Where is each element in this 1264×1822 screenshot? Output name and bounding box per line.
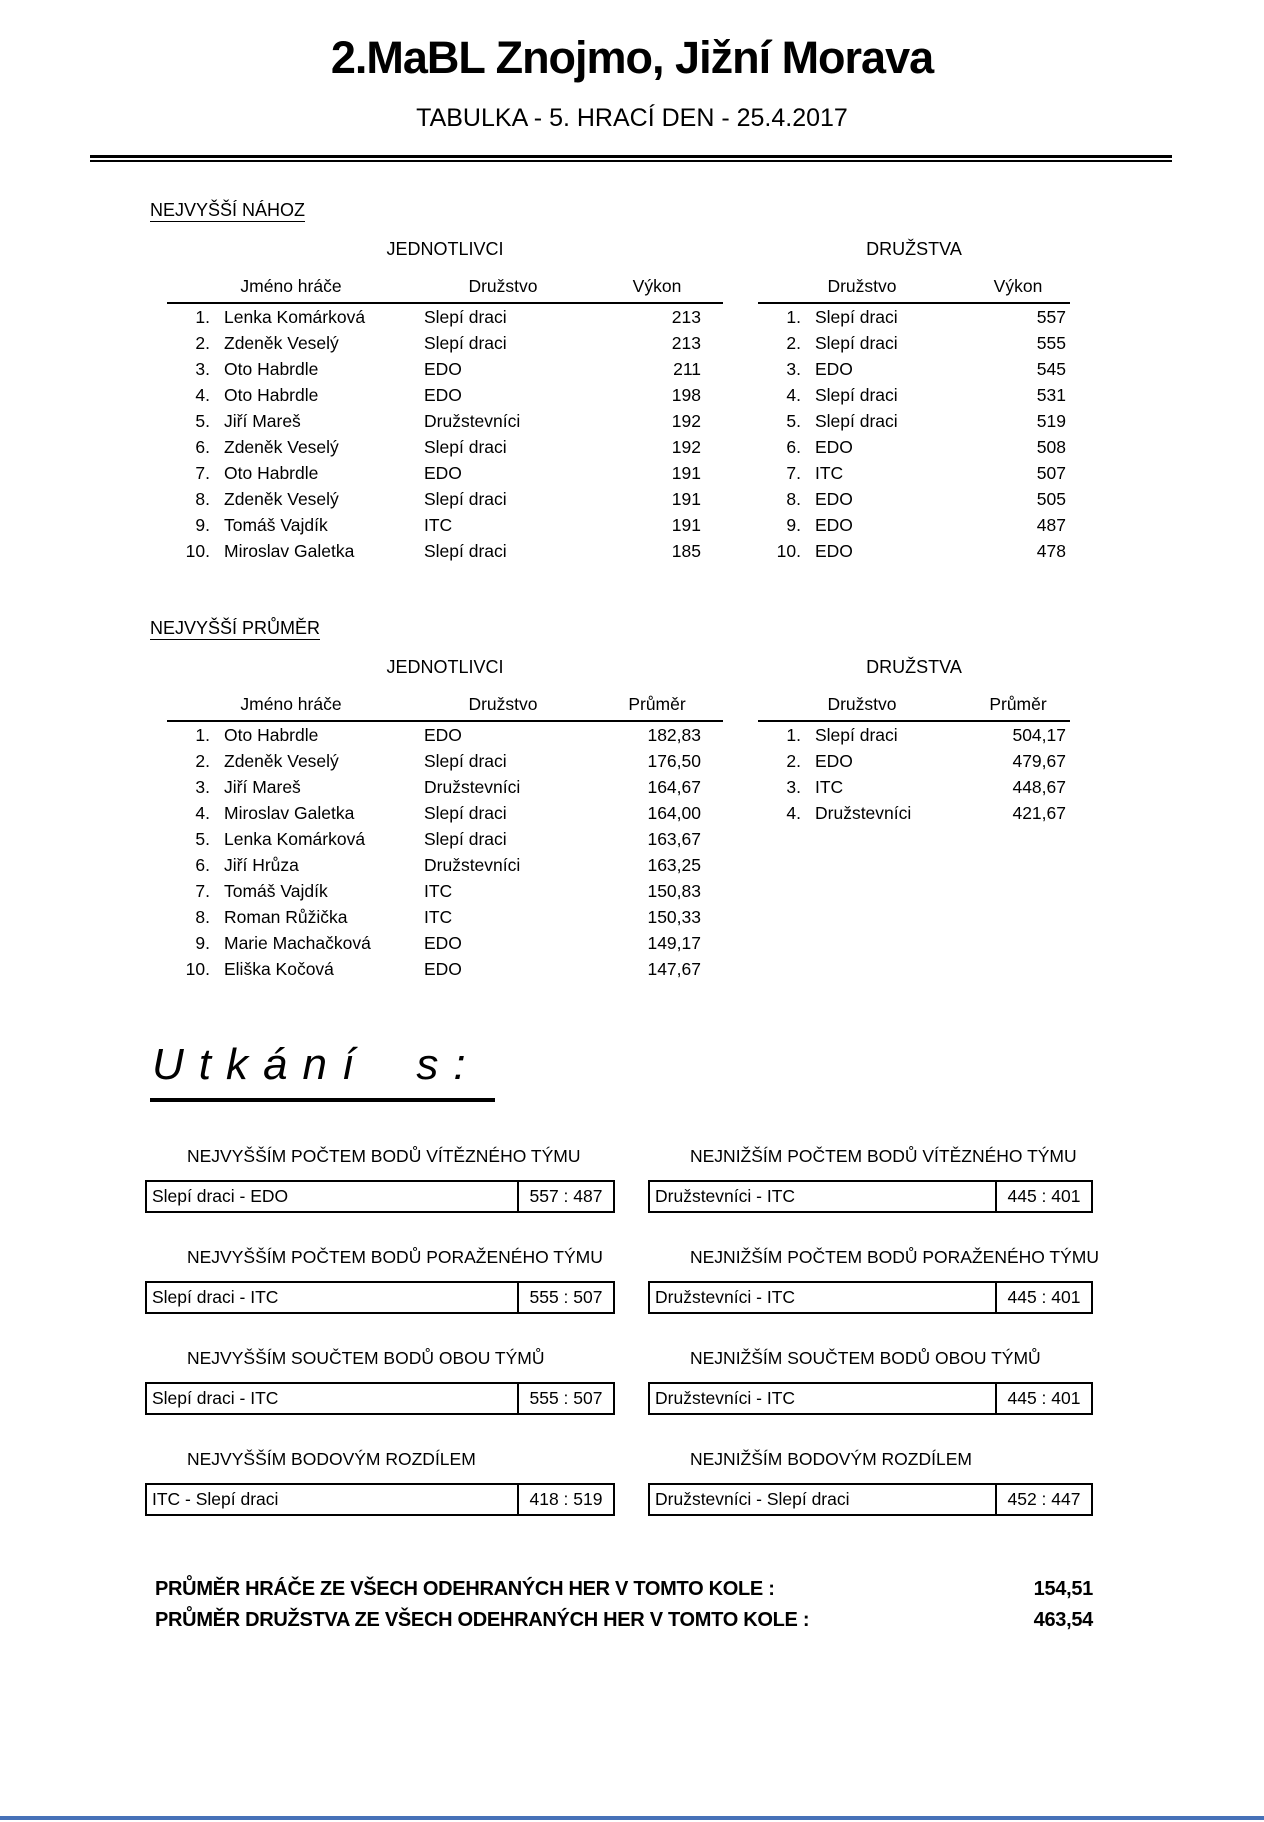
team-name: Slepí draci xyxy=(815,306,898,327)
match-box xyxy=(648,1180,1093,1213)
match-teams: ITC - Slepí draci xyxy=(152,1489,279,1509)
row-value: 182,83 xyxy=(647,724,701,745)
player-name: Jiří Mareš xyxy=(224,776,301,797)
table-row xyxy=(167,382,723,408)
player-name: Oto Habrdle xyxy=(224,462,319,483)
team-name: ITC xyxy=(815,462,844,483)
row-value: 149,17 xyxy=(647,932,701,953)
match-box-group xyxy=(145,1449,615,1516)
row-value: 185 xyxy=(671,540,701,561)
team-name: Slepí draci xyxy=(815,724,898,745)
row-rank: 4. xyxy=(195,802,210,823)
table-row xyxy=(758,512,1070,538)
row-rank: 2. xyxy=(786,750,801,771)
match-score: 418 : 519 xyxy=(517,1485,613,1514)
header-divider xyxy=(90,155,1172,162)
player-name: Miroslav Galetka xyxy=(224,540,355,561)
table-row xyxy=(167,800,723,826)
table-header-row xyxy=(167,694,723,722)
row-rank: 2. xyxy=(195,750,210,771)
player-name: Lenka Komárková xyxy=(224,306,366,327)
match-box-label: NEJVYŠŠÍM POČTEM BODŮ PORAŽENÉHO TÝMU xyxy=(187,1247,603,1267)
row-value: 164,00 xyxy=(647,802,701,823)
row-value: 211 xyxy=(673,358,701,379)
row-rank: 6. xyxy=(786,436,801,457)
match-box-group xyxy=(648,1348,1093,1415)
row-rank: 6. xyxy=(195,854,210,875)
row-rank: 9. xyxy=(786,514,801,535)
match-teams: Družstevníci - ITC xyxy=(655,1287,796,1307)
row-rank: 3. xyxy=(786,776,801,797)
table-row xyxy=(167,304,723,330)
row-value: 147,67 xyxy=(647,958,701,979)
row-value: 555 xyxy=(1036,332,1066,353)
team-name: Slepí draci xyxy=(424,828,507,849)
team-name: EDO xyxy=(815,514,853,535)
table-row xyxy=(167,486,723,512)
player-name: Lenka Komárková xyxy=(224,828,366,849)
match-box xyxy=(145,1281,615,1314)
row-value: 421,67 xyxy=(1012,802,1066,823)
row-value: 508 xyxy=(1036,436,1066,457)
match-box-group xyxy=(145,1348,615,1415)
row-value: 163,67 xyxy=(647,828,701,849)
table-header-row xyxy=(758,694,1070,722)
match-score: 555 : 507 xyxy=(517,1283,613,1312)
player-name: Miroslav Galetka xyxy=(224,802,355,823)
table-row xyxy=(167,722,723,748)
match-box-group xyxy=(145,1146,615,1213)
table-row xyxy=(758,774,1070,800)
team-name: EDO xyxy=(424,384,462,405)
row-rank: 9. xyxy=(195,932,210,953)
section-heading-nahoz xyxy=(150,200,1264,221)
table-body xyxy=(758,304,1070,564)
match-score: 445 : 401 xyxy=(995,1182,1091,1211)
match-box-label: NEJNIŽŠÍM POČTEM BODŮ VÍTĚZNÉHO TÝMU xyxy=(690,1146,1077,1166)
row-value: 176,50 xyxy=(647,750,701,771)
row-value: 479,67 xyxy=(1012,750,1066,771)
table-row xyxy=(758,382,1070,408)
section-heading-prumer xyxy=(150,618,1264,639)
row-value: 478 xyxy=(1036,540,1066,561)
player-name: Oto Habrdle xyxy=(224,724,319,745)
match-teams: Družstevníci - ITC xyxy=(655,1186,796,1206)
player-name: Zdeněk Veselý xyxy=(224,488,339,509)
table-row xyxy=(167,356,723,382)
player-name: Tomáš Vajdík xyxy=(224,880,328,901)
team-name: Slepí draci xyxy=(424,488,507,509)
team-name: Slepí draci xyxy=(815,332,898,353)
match-score: 445 : 401 xyxy=(995,1384,1091,1413)
col-header-team: Družstvo xyxy=(827,694,897,714)
player-name: Tomáš Vajdík xyxy=(224,514,328,535)
match-boxes-grid xyxy=(145,1146,1264,1516)
team-name: ITC xyxy=(424,906,453,927)
table-row xyxy=(167,408,723,434)
match-box-label: NEJVYŠŠÍM BODOVÝM ROZDÍLEM xyxy=(187,1449,476,1469)
match-score: 445 : 401 xyxy=(995,1283,1091,1312)
summary-label: PRŮMĚR HRÁČE ZE VŠECH ODEHRANÝCH HER V TOMTO KOLE : xyxy=(155,1578,775,1600)
row-rank: 4. xyxy=(195,384,210,405)
match-box xyxy=(648,1382,1093,1415)
match-teams: Slepí draci - EDO xyxy=(152,1186,289,1206)
table-row xyxy=(167,904,723,930)
team-name: Slepí draci xyxy=(424,306,507,327)
row-rank: 3. xyxy=(195,358,210,379)
nahoz-teams-table xyxy=(758,221,1070,564)
row-value: 150,33 xyxy=(647,906,701,927)
prumer-tables-row xyxy=(167,639,1264,982)
row-rank: 10. xyxy=(776,540,801,561)
team-name: Družstevníci xyxy=(424,776,521,797)
row-value: 507 xyxy=(1036,462,1066,483)
row-rank: 2. xyxy=(195,332,210,353)
prumer-teams-table xyxy=(758,639,1070,826)
row-value: 519 xyxy=(1036,410,1066,431)
match-box xyxy=(145,1382,615,1415)
row-value: 531 xyxy=(1036,384,1066,405)
summary xyxy=(155,1578,1093,1640)
player-name: Oto Habrdle xyxy=(224,358,319,379)
player-name: Jiří Hrůza xyxy=(224,854,299,875)
player-name: Roman Růžička xyxy=(224,906,348,927)
team-name: EDO xyxy=(424,958,462,979)
player-name: Jiří Mareš xyxy=(224,410,301,431)
table-row xyxy=(758,748,1070,774)
table-title-teams: DRUŽSTVA xyxy=(866,239,962,259)
table-row xyxy=(167,826,723,852)
row-value: 163,25 xyxy=(647,854,701,875)
team-name: Slepí draci xyxy=(424,436,507,457)
team-name: Slepí draci xyxy=(815,410,898,431)
match-box-label: NEJNIŽŠÍM BODOVÝM ROZDÍLEM xyxy=(690,1449,972,1469)
match-teams: Slepí draci - ITC xyxy=(152,1287,279,1307)
team-name: EDO xyxy=(815,436,853,457)
row-rank: 8. xyxy=(195,906,210,927)
player-name: Oto Habrdle xyxy=(224,384,319,405)
col-header-player-name: Jméno hráče xyxy=(240,694,342,714)
row-value: 487 xyxy=(1036,514,1066,535)
row-value: 198 xyxy=(671,384,701,405)
summary-row xyxy=(155,1578,1093,1609)
col-header-team: Družstvo xyxy=(468,276,538,296)
summary-row xyxy=(155,1609,1093,1640)
table-row xyxy=(167,538,723,564)
player-name: Zdeněk Veselý xyxy=(224,436,339,457)
row-rank: 9. xyxy=(195,514,210,535)
team-name: EDO xyxy=(424,358,462,379)
row-value: 448,67 xyxy=(1012,776,1066,797)
row-value: 150,83 xyxy=(647,880,701,901)
team-name: ITC xyxy=(424,880,453,901)
row-rank: 5. xyxy=(195,828,210,849)
col-header-value: Průměr xyxy=(989,694,1047,714)
table-row xyxy=(167,330,723,356)
team-name: EDO xyxy=(815,750,853,771)
table-title-individuals: JEDNOTLIVCI xyxy=(386,239,504,259)
col-header-player-name: Jméno hráče xyxy=(240,276,342,296)
team-name: ITC xyxy=(424,514,453,535)
row-rank: 2. xyxy=(786,332,801,353)
row-value: 213 xyxy=(671,306,701,327)
team-name: EDO xyxy=(424,932,462,953)
match-box-label: NEJVYŠŠÍM SOUČTEM BODŮ OBOU TÝMŮ xyxy=(187,1348,545,1368)
row-value: 192 xyxy=(671,436,701,457)
row-value: 505 xyxy=(1036,488,1066,509)
utkani-heading xyxy=(150,1040,1264,1102)
page-title: 2.MaBL Znojmo, Jižní Morava xyxy=(330,32,934,83)
row-rank: 4. xyxy=(786,384,801,405)
match-box-label: NEJVYŠŠÍM POČTEM BODŮ VÍTĚZNÉHO TÝMU xyxy=(187,1146,581,1166)
team-name: Slepí draci xyxy=(424,802,507,823)
match-box-label: NEJNIŽŠÍM SOUČTEM BODŮ OBOU TÝMŮ xyxy=(690,1348,1041,1368)
table-row xyxy=(167,434,723,460)
table-row xyxy=(167,852,723,878)
table-header-row xyxy=(167,276,723,304)
row-rank: 5. xyxy=(786,410,801,431)
table-row xyxy=(758,722,1070,748)
team-name: EDO xyxy=(815,358,853,379)
table-row xyxy=(758,434,1070,460)
table-row xyxy=(167,930,723,956)
row-rank: 7. xyxy=(195,880,210,901)
team-name: ITC xyxy=(815,776,844,797)
team-name: EDO xyxy=(815,488,853,509)
match-box xyxy=(145,1483,615,1516)
player-name: Zdeněk Veselý xyxy=(224,332,339,353)
row-value: 191 xyxy=(671,488,701,509)
table-row xyxy=(758,408,1070,434)
table-row xyxy=(758,304,1070,330)
table-row xyxy=(758,538,1070,564)
row-rank: 8. xyxy=(195,488,210,509)
match-teams: Družstevníci - ITC xyxy=(655,1388,796,1408)
team-name: EDO xyxy=(815,540,853,561)
table-header-row xyxy=(758,276,1070,304)
row-rank: 10. xyxy=(185,958,210,979)
table-title-teams: DRUŽSTVA xyxy=(866,657,962,677)
col-header-value: Výkon xyxy=(632,276,682,296)
team-name: Slepí draci xyxy=(424,750,507,771)
section-heading-nahoz-text: NEJVYŠŠÍ NÁHOZ xyxy=(150,200,306,220)
row-rank: 7. xyxy=(195,462,210,483)
team-name: Družstevníci xyxy=(424,854,521,875)
match-score: 557 : 487 xyxy=(517,1182,613,1211)
footer-accent-line xyxy=(0,1816,1264,1820)
row-value: 164,67 xyxy=(647,776,701,797)
row-rank: 8. xyxy=(786,488,801,509)
row-rank: 4. xyxy=(786,802,801,823)
table-row xyxy=(167,774,723,800)
row-rank: 6. xyxy=(195,436,210,457)
page-subtitle: TABULKA - 5. HRACÍ DEN - 25.4.2017 xyxy=(416,104,848,132)
nahoz-individuals-table xyxy=(167,221,723,564)
col-header-value: Výkon xyxy=(993,276,1043,296)
match-teams: Družstevníci - Slepí draci xyxy=(655,1489,850,1509)
prumer-individuals-table xyxy=(167,639,723,982)
table-row xyxy=(167,460,723,486)
col-header-value: Průměr xyxy=(628,694,686,714)
team-name: Slepí draci xyxy=(424,540,507,561)
row-value: 191 xyxy=(671,462,701,483)
match-score: 452 : 447 xyxy=(995,1485,1091,1514)
team-name: Družstevníci xyxy=(815,802,912,823)
match-box-group xyxy=(648,1247,1100,1314)
row-rank: 1. xyxy=(195,306,210,327)
table-row xyxy=(167,956,723,982)
table-body xyxy=(167,304,723,564)
row-value: 191 xyxy=(671,514,701,535)
row-rank: 3. xyxy=(786,358,801,379)
section-heading-prumer-text: NEJVYŠŠÍ PRŮMĚR xyxy=(150,618,321,638)
player-name: Zdeněk Veselý xyxy=(224,750,339,771)
table-body xyxy=(758,722,1070,826)
row-rank: 10. xyxy=(185,540,210,561)
match-teams: Slepí draci - ITC xyxy=(152,1388,279,1408)
table-row xyxy=(758,460,1070,486)
row-value: 557 xyxy=(1036,306,1066,327)
row-rank: 1. xyxy=(786,724,801,745)
table-title-individuals: JEDNOTLIVCI xyxy=(386,657,504,677)
table-row xyxy=(167,878,723,904)
col-header-team: Družstvo xyxy=(827,276,897,296)
table-row xyxy=(167,512,723,538)
row-value: 545 xyxy=(1036,358,1066,379)
match-box-group xyxy=(648,1146,1093,1213)
row-rank: 7. xyxy=(786,462,801,483)
match-box xyxy=(145,1180,615,1213)
match-box xyxy=(648,1281,1093,1314)
team-name: Slepí draci xyxy=(815,384,898,405)
row-value: 213 xyxy=(671,332,701,353)
table-row xyxy=(167,748,723,774)
table-row xyxy=(758,356,1070,382)
player-name: Marie Machačková xyxy=(224,932,371,953)
match-score: 555 : 507 xyxy=(517,1384,613,1413)
team-name: Slepí draci xyxy=(424,332,507,353)
row-rank: 5. xyxy=(195,410,210,431)
table-row xyxy=(758,330,1070,356)
row-value: 192 xyxy=(671,410,701,431)
summary-label: PRŮMĚR DRUŽSTVA ZE VŠECH ODEHRANÝCH HER V TOMTO KOLE : xyxy=(155,1609,810,1631)
player-name: Eliška Kočová xyxy=(224,958,334,979)
match-box-group xyxy=(145,1247,615,1314)
match-box xyxy=(648,1483,1093,1516)
team-name: Družstevníci xyxy=(424,410,521,431)
match-box-label: NEJNIŽŠÍM POČTEM BODŮ PORAŽENÉHO TÝMU xyxy=(690,1247,1100,1267)
team-name: EDO xyxy=(424,724,462,745)
utkani-heading-text: Utkání s: xyxy=(150,1040,495,1102)
row-rank: 1. xyxy=(786,306,801,327)
row-rank: 1. xyxy=(195,724,210,745)
row-value: 504,17 xyxy=(1012,724,1066,745)
match-box-group xyxy=(648,1449,1093,1516)
team-name: EDO xyxy=(424,462,462,483)
summary-value: 463,54 xyxy=(1033,1609,1093,1631)
summary-value: 154,51 xyxy=(1033,1578,1093,1600)
table-row xyxy=(758,486,1070,512)
table-row xyxy=(758,800,1070,826)
col-header-team: Družstvo xyxy=(468,694,538,714)
row-rank: 3. xyxy=(195,776,210,797)
nahoz-tables-row xyxy=(167,221,1264,564)
table-body xyxy=(167,722,723,982)
